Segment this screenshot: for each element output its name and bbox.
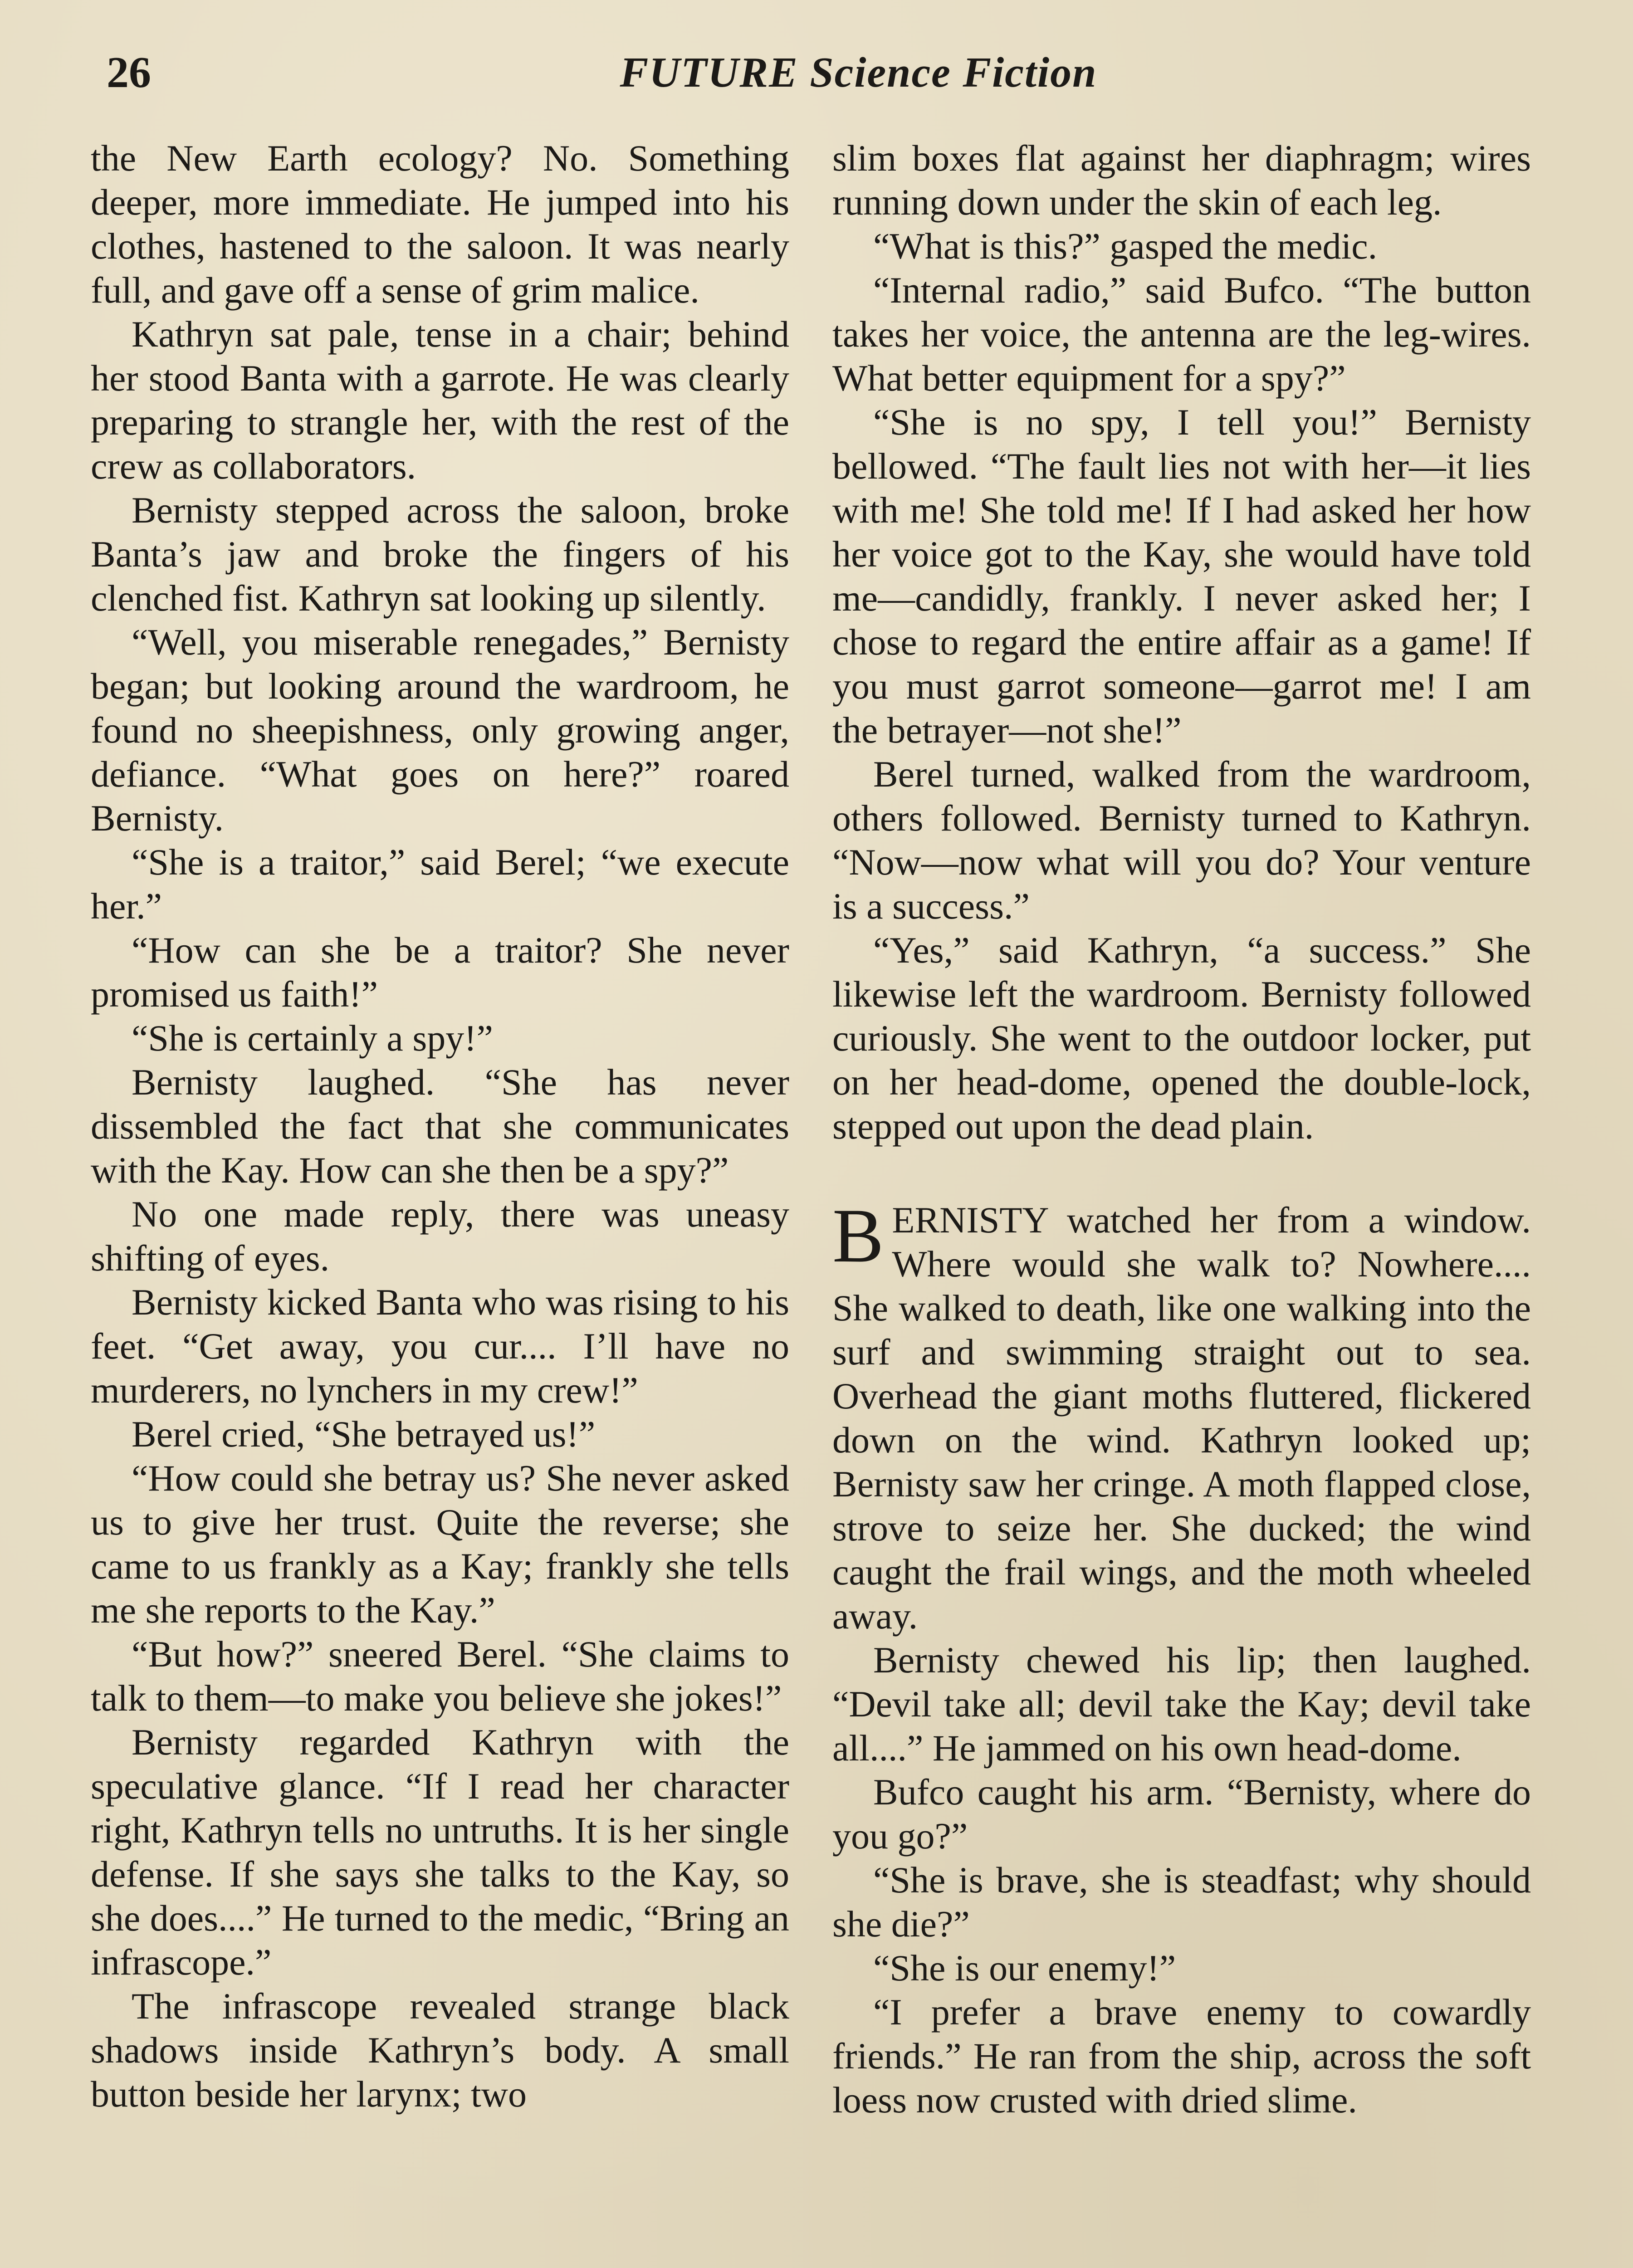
paragraph: “She is a traitor,” said Berel; “we execute her.” bbox=[91, 841, 789, 927]
paragraph: Bernisty kicked Banta who was rising to his feet. “Get away, you cur.... I’ll have no murderers, no lynchers in my crew!” bbox=[91, 1281, 789, 1411]
paragraph: Bufco caught his arm. “Bernisty, where do you go?” bbox=[832, 1771, 1531, 1857]
paragraph: “She is no spy, I tell you!” Bernisty bellowed. “The fault lies not with her—it lies with me! She told me! If I had asked her how her voice got to the Kay, she would have told me—candidly, frankly. I never asked her; I chose to regard the entire affair as a game! If you must garrot someone—garrot me! I am the betrayer—not she!” bbox=[832, 401, 1531, 751]
paragraph: “But how?” sneered Berel. “She claims to talk to them—to make you believe she jokes!” bbox=[91, 1633, 789, 1719]
paragraph: “Yes,” said Kathryn, “a success.” She likewise left the wardroom. Bernisty followed curiously. She went to the outdoor locker, put on her head-dome, opened the double-lock, stepped out upon the dead plain. bbox=[832, 929, 1531, 1147]
paragraph: Berel turned, walked from the wardroom, others followed. Bernisty turned to Kathryn. “Now—now what will you do? Your venture is a success.” bbox=[832, 753, 1531, 927]
paragraph: slim boxes flat against her diaphragm; wires running down under the skin of each leg. bbox=[832, 137, 1531, 223]
paragraph: “How could she betray us? She never asked us to give her trust. Quite the reverse; she came to us frankly as a Kay; frankly she tells me she reports to the Kay.” bbox=[91, 1457, 789, 1631]
paragraph: “How can she be a traitor? She never promised us faith!” bbox=[91, 929, 789, 1015]
paragraph: “What is this?” gasped the medic. bbox=[873, 225, 1378, 267]
paragraph: “Internal radio,” said Bufco. “The button takes her voice, the antenna are the leg-wires. What better equipment for a spy?” bbox=[832, 269, 1531, 399]
section-opening-text: ERNISTY watched her from a window. Where would she walk to? Nowhere.... She walked to death, like one walking into the surf and swimming straight out to sea. Overhead the giant moths fluttered, flickered down on the wind. Kathryn looked up; Bernisty saw her cringe. A moth flapped close, strove to seize her. She ducked; the wind caught the frail wings, and the moth wheeled away. bbox=[832, 1199, 1531, 1637]
paragraph: No one made reply, there was uneasy shifting of eyes. bbox=[91, 1193, 789, 1279]
left-column bbox=[91, 136, 789, 2116]
right-column bbox=[832, 136, 1531, 2122]
paragraph: Bernisty chewed his lip; then laughed. “Devil take all; devil take the Kay; devil take all....” He jammed on his own head-dome. bbox=[832, 1639, 1531, 1769]
paragraph: Kathryn sat pale, tense in a chair; behind her stood Banta with a garrote. He was clearly preparing to strangle her, with the rest of the crew as collaborators. bbox=[91, 313, 789, 487]
paragraph: “Well, you miserable renegades,” Bernisty began; but looking around the wardroom, he found no sheepishness, only growing anger, defiance. “What goes on here?” roared Bernisty. bbox=[91, 621, 789, 839]
paragraph: The infrascope revealed strange black shadows inside Kathryn’s body. A small button beside her larynx; two bbox=[91, 1985, 789, 2115]
paragraph: Bernisty regarded Kathryn with the speculative glance. “If I read her character right, Kathryn tells no untruths. It is her single defense. If she says she talks to the Kay, so she does....” He turned to the medic, “Bring an infrascope.” bbox=[91, 1721, 789, 1983]
paragraph: the New Earth ecology? No. Something deeper, more immediate. He jumped into his clothes, hastened to the saloon. It was nearly full, and gave off a sense of grim malice. bbox=[91, 137, 789, 311]
paragraph: Bernisty stepped across the saloon, broke Banta’s jaw and broke the fingers of his clenched fist. Kathryn sat looking up silently. bbox=[91, 489, 789, 619]
paragraph: “She is our enemy!” bbox=[873, 1947, 1176, 1989]
running-title: FUTURE Science Fiction bbox=[620, 49, 1097, 96]
paragraph: “She is certainly a spy!” bbox=[132, 1017, 493, 1059]
paragraph: Berel cried, “She betrayed us!” bbox=[132, 1413, 596, 1455]
paragraph: “She is brave, she is steadfast; why should she die?” bbox=[832, 1859, 1531, 1945]
paragraph: Bernisty laughed. “She has never dissembled the fact that she communicates with the Kay. How can she then be a spy?” bbox=[91, 1061, 789, 1191]
page-number: 26 bbox=[107, 48, 151, 97]
page-header bbox=[98, 43, 1538, 102]
section-opening-paragraph bbox=[832, 1193, 1531, 1638]
paragraph: “I prefer a brave enemy to cowardly friends.” He ran from the ship, across the soft loess now crusted with dried slime. bbox=[832, 1991, 1531, 2121]
drop-cap: B bbox=[832, 1193, 884, 1278]
